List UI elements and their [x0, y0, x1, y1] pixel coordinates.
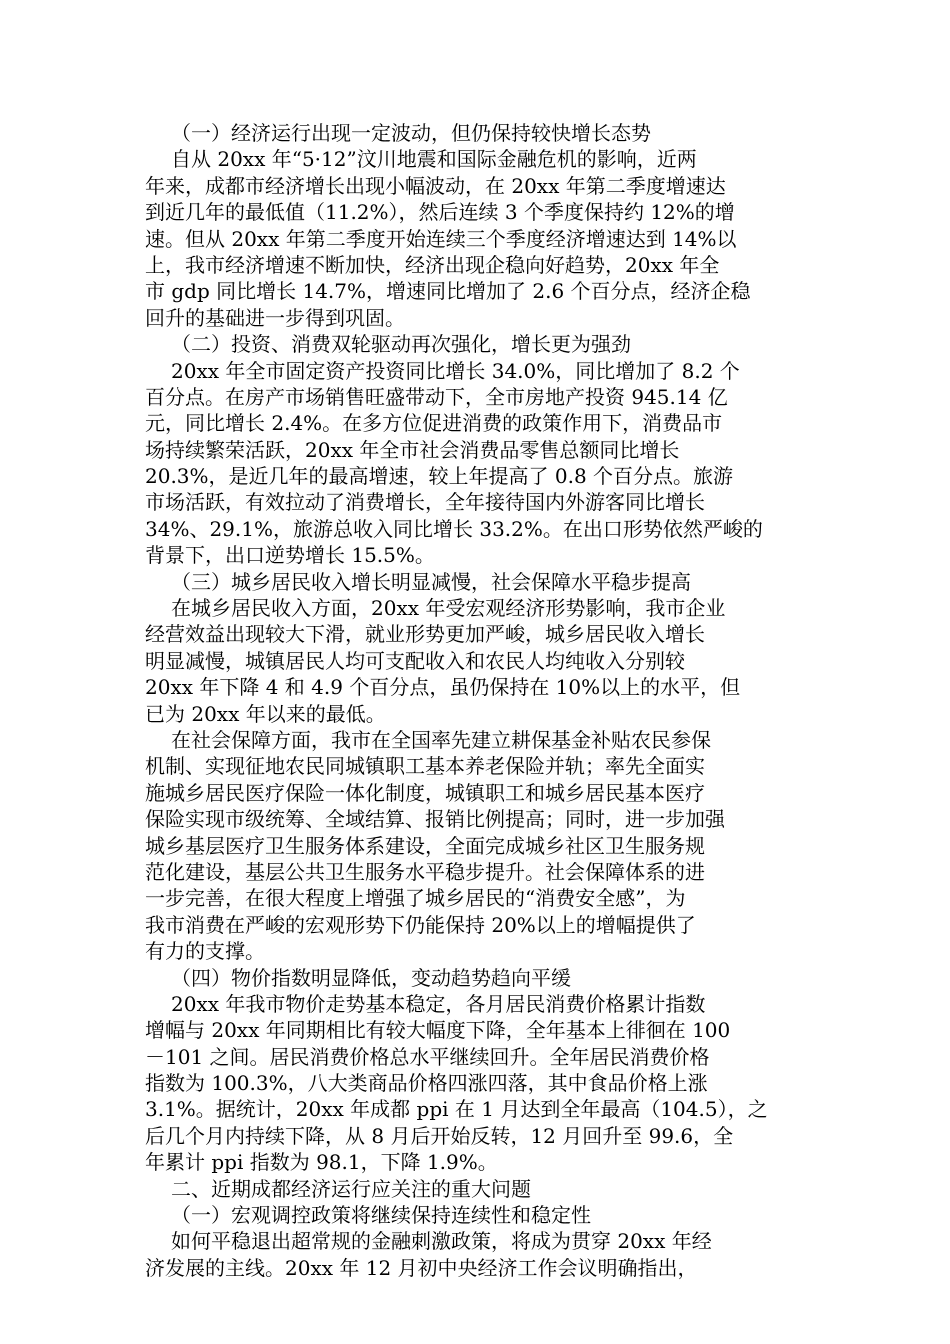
paragraph-line: 34%、29.1%，旅游总收入同比增长 33.2%。在出口形势依然严峻的 [145, 516, 763, 541]
paragraph-line: 3.1%。据统计，20xx 年成都 ppi 在 1 月达到全年最高（104.5），之 [145, 1097, 768, 1122]
section-heading: （一）宏观调控政策将继续保持连续性和稳定性 [171, 1203, 591, 1228]
paragraph-line: 经营效益出现较大下滑，就业形势更加严峻，城乡居民收入增长 [145, 622, 705, 647]
paragraph-line: 年累计 ppi 指数为 98.1，下降 1.9%。 [145, 1150, 498, 1175]
paragraph-line: 济发展的主线。20xx 年 12 月初中央经济工作会议明确指出， [145, 1255, 698, 1280]
paragraph-line: 有力的支撑。 [145, 939, 265, 964]
paragraph-line: 上，我市经济增速不断加快，经济出现企稳向好趋势，20xx 年全 [145, 252, 720, 277]
section-heading: （二）投资、消费双轮驱动再次强化，增长更为强劲 [171, 332, 631, 357]
paragraph-line: 如何平稳退出超常规的金融刺激政策，将成为贯穿 20xx 年经 [171, 1229, 712, 1254]
body-text [145, 120, 791, 1281]
paragraph-line: 一步完善，在很大程度上增强了城乡居民的“消费安全感”，为 [145, 886, 686, 911]
section-heading: （四）物价指数明显降低，变动趋势趋向平缓 [171, 965, 571, 990]
paragraph-line: 背景下，出口逆势增长 15.5%。 [145, 543, 435, 568]
paragraph-line: 施城乡居民医疗保险一体化制度，城镇职工和城乡居民基本医疗 [145, 780, 705, 805]
paragraph-line: 在城乡居民收入方面，20xx 年受宏观经济形势影响，我市企业 [171, 596, 726, 621]
paragraph-line: 城乡基层医疗卫生服务体系建设，全面完成城乡社区卫生服务规 [145, 833, 705, 858]
paragraph-line: 速。但从 20xx 年第二季度开始连续三个季度经济增速达到 14%以 [145, 226, 737, 251]
paragraph-line: 增幅与 20xx 年同期相比有较大幅度下降，全年基本上徘徊在 100 [145, 1018, 731, 1043]
paragraph-line: 在社会保障方面，我市在全国率先建立耕保基金补贴农民参保 [171, 727, 711, 752]
paragraph-line: 20xx 年下降 4 和 4.9 个百分点，虽仍保持在 10%以上的水平，但 [145, 675, 741, 700]
paragraph-line: 场持续繁荣活跃，20xx 年全市社会消费品零售总额同比增长 [145, 437, 680, 462]
paragraph-line: 到近几年的最低值（11.2%），然后连续 3 个季度保持约 12%的增 [145, 200, 735, 225]
section-heading: 二、近期成都经济运行应关注的重大问题 [171, 1176, 531, 1201]
paragraph-line: 已为 20xx 年以来的最低。 [145, 701, 386, 726]
paragraph-line: 元，同比增长 2.4%。在多方位促进消费的政策作用下，消费品市 [145, 411, 723, 436]
paragraph-line: 范化建设，基层公共卫生服务水平稳步提升。社会保障体系的进 [145, 859, 705, 884]
section-heading: （一）经济运行出现一定波动，但仍保持较快增长态势 [171, 121, 651, 145]
paragraph-line: 20.3%，是近几年的最高增速，较上年提高了 0.8 个百分点。旅游 [145, 464, 734, 489]
paragraph-line: 机制、实现征地农民同城镇职工基本养老保险并轨；率先全面实 [145, 754, 705, 779]
paragraph-line: 保险实现市级统筹、全域结算、报销比例提高；同时，进一步加强 [145, 807, 725, 832]
paragraph-line: 20xx 年我市物价走势基本稳定，各月居民消费价格累计指数 [171, 991, 706, 1016]
section-heading: （三）城乡居民收入增长明显减慢，社会保障水平稳步提高 [171, 569, 691, 594]
paragraph-line: 指数为 100.3%，八大类商品价格四涨四落，其中食品价格上涨 [145, 1071, 708, 1096]
paragraph-line: 20xx 年全市固定资产投资同比增长 34.0%，同比增加了 8.2 个 [171, 358, 740, 383]
paragraph-line: 我市消费在严峻的宏观形势下仍能保持 20%以上的增幅提供了 [145, 912, 696, 937]
paragraph-line: 市场活跃，有效拉动了消费增长，全年接待国内外游客同比增长 [145, 490, 705, 515]
paragraph-line: 自从 20xx 年“5·12”汶川地震和国际金融危机的影响，近两 [171, 147, 697, 172]
paragraph-line: 回升的基础进一步得到巩固。 [145, 305, 405, 330]
paragraph-line: 明显减慢，城镇居民人均可支配收入和农民人均纯收入分别较 [145, 648, 685, 673]
paragraph-line: 年来，成都市经济增长出现小幅波动，在 20xx 年第二季度增速达 [145, 173, 726, 198]
paragraph-line: 后几个月内持续下降，从 8 月后开始反转，12 月回升至 99.6，全 [145, 1123, 734, 1148]
paragraph-line: 百分点。在房产市场销售旺盛带动下，全市房地产投资 945.14 亿 [145, 384, 728, 409]
paragraph-line: 市 gdp 同比增长 14.7%，增速同比增加了 2.6 个百分点，经济企稳 [145, 279, 751, 304]
paragraph-line: －101 之间。居民消费价格总水平继续回升。全年居民消费价格 [145, 1044, 710, 1069]
